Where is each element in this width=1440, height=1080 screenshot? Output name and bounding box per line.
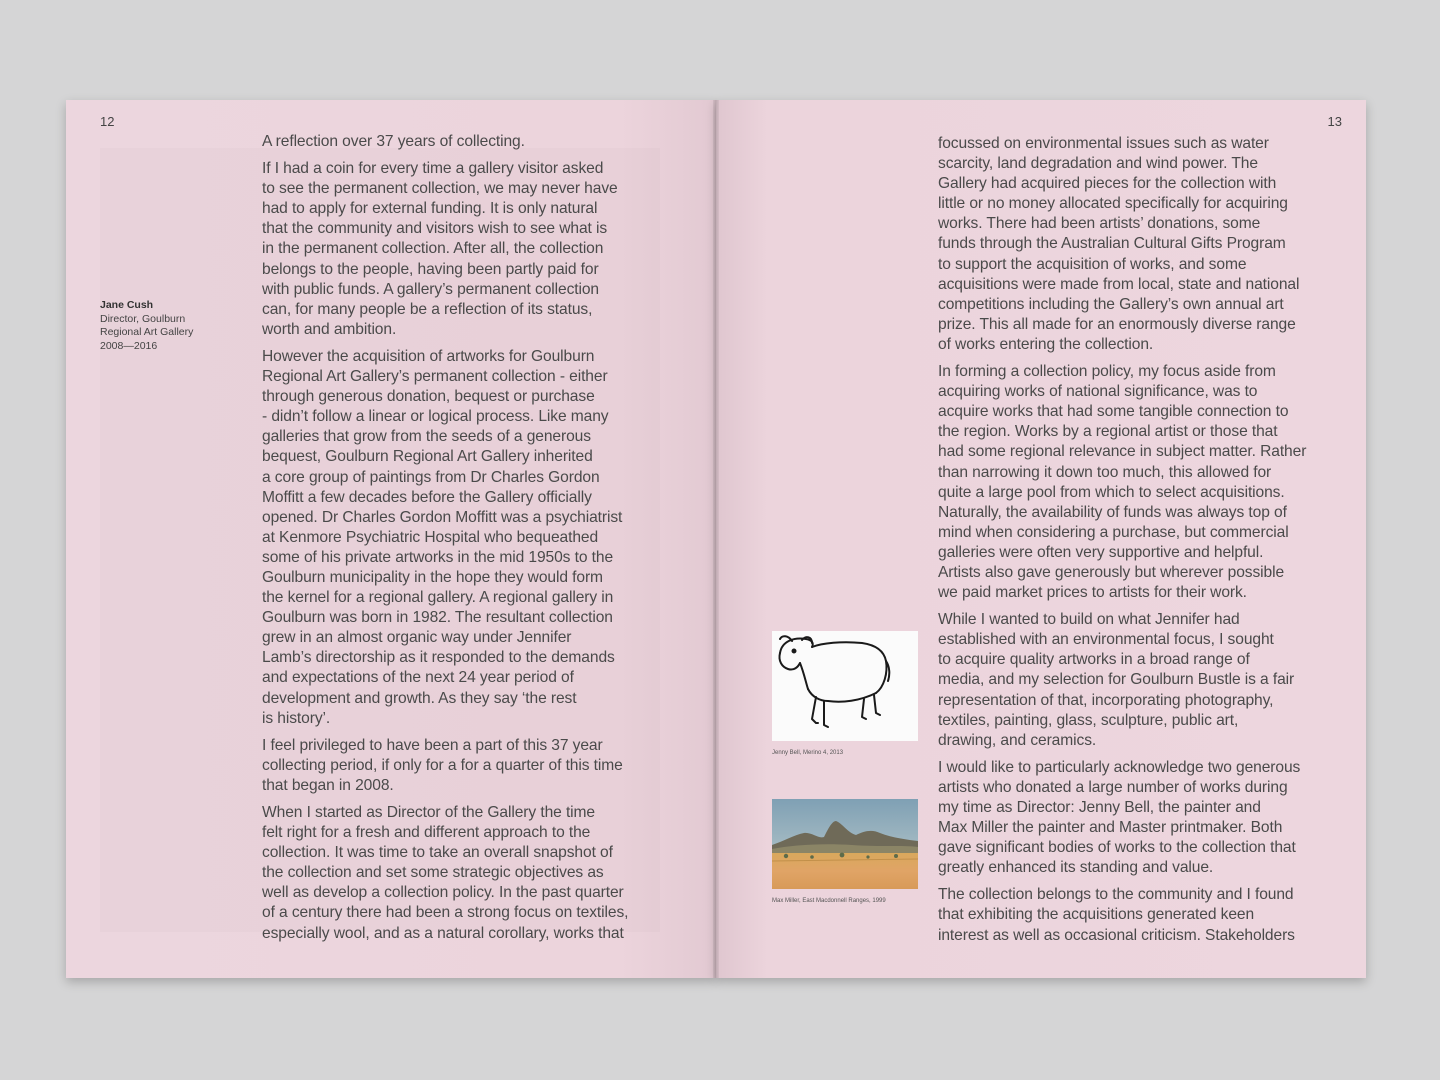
text-line: Lamb’s directorship as it responded to the demands xyxy=(262,649,615,667)
text-line: acquisitions were made from local, state and national xyxy=(938,275,1300,293)
page-number-left: 12 xyxy=(100,114,115,129)
text-line: representation of that, incorporating photography, xyxy=(938,691,1274,709)
text-line: galleries were often very supportive and helpful. xyxy=(938,543,1264,561)
text-line: In forming a collection policy, my focus aside from xyxy=(938,363,1276,381)
author-role-line: Director, Goulburn xyxy=(100,312,186,325)
author-name: Jane Cush xyxy=(100,299,154,311)
text-line: media, and my selection for Goulburn Bustle is a fair xyxy=(938,671,1295,689)
text-line: competitions including the Gallery’s own annual art xyxy=(938,295,1284,313)
text-line: While I wanted to build on what Jennifer had xyxy=(938,611,1240,629)
text-line: the kernel for a regional gallery. A regional gallery in xyxy=(262,589,614,607)
text-line: the region. Works by a regional artist or those that xyxy=(938,423,1278,441)
text-line: established with an environmental focus, I sought xyxy=(938,631,1274,649)
text-line: well as develop a collection policy. In the past quarter xyxy=(262,884,624,902)
text-line: I would like to particularly acknowledge two generous xyxy=(938,758,1301,776)
spine-gutter xyxy=(713,100,719,978)
text-line: drawing, and ceramics. xyxy=(938,731,1097,749)
text-line: opened. Dr Charles Gordon Moffitt was a psychiatrist xyxy=(262,508,623,526)
open-booklet xyxy=(66,100,1366,980)
right-page xyxy=(716,100,1366,978)
paragraph xyxy=(938,362,1358,603)
text-line: that began in 2008. xyxy=(262,776,394,794)
paragraph xyxy=(938,610,1358,751)
text-line: of works entering the collection. xyxy=(938,335,1154,353)
text-line: collecting period, if only for a for a quarter of this time xyxy=(262,756,623,774)
text-line: especially wool, and as a natural corollary, works that xyxy=(262,924,624,942)
text-line: to acquire quality artworks in a broad range of xyxy=(938,651,1250,669)
text-line: than narrowing it down too much, this allowed for xyxy=(938,463,1272,481)
text-line: prize. This all made for an enormously diverse range xyxy=(938,315,1296,333)
landscape-painting-icon xyxy=(772,799,918,889)
text-line: we paid market prices to artists for their work. xyxy=(938,584,1247,602)
text-line: some of his private artworks in the mid 1950s to the xyxy=(262,548,614,566)
paragraph xyxy=(938,134,1358,355)
text-line: felt right for a fresh and different approach to the xyxy=(262,824,591,842)
text-line: had some regional relevance in subject matter. Rather xyxy=(938,443,1307,461)
text-line: When I started as Director of the Gallery the time xyxy=(262,804,595,821)
author-credit xyxy=(100,299,230,353)
text-line: belongs to the people, having been partly paid for xyxy=(262,260,599,278)
text-line: acquiring works of national significance, was to xyxy=(938,383,1258,401)
text-line: Max Miller the painter and Master printmaker. Both xyxy=(938,819,1283,837)
text-line: the collection and set some strategic objectives as xyxy=(262,864,604,882)
text-line: galleries that grow from the seeds of a generous xyxy=(262,428,591,446)
paragraph xyxy=(938,885,1358,945)
text-line: Moffitt a few decades before the Gallery officially xyxy=(262,488,592,506)
text-line: Artists also gave generously but wherever possible xyxy=(938,563,1285,581)
text-line: that the community and visitors wish to see what is xyxy=(262,220,608,238)
text-line: artists who donated a large number of works during xyxy=(938,778,1288,796)
text-line: had to apply for external funding. It is only natural xyxy=(262,200,598,218)
page-number-right: 13 xyxy=(1327,114,1342,129)
paragraph xyxy=(262,803,682,944)
text-line: Goulburn was born in 1982. The resultant collection xyxy=(262,609,613,627)
text-line: that exhibiting the acquisitions generated keen xyxy=(938,906,1255,924)
text-line: If I had a coin for every time a gallery visitor asked xyxy=(262,160,604,178)
text-line: gave significant bodies of works to the collection that xyxy=(938,839,1296,857)
text-line: mind when considering a purchase, but commercial xyxy=(938,523,1289,541)
author-role-line: 2008—2016 xyxy=(100,339,158,352)
text-line: bequest, Goulburn Regional Art Gallery inherited xyxy=(262,448,593,466)
text-line: and expectations of the next 24 year period of xyxy=(262,669,574,687)
text-line: scarcity, land degradation and wind power. The xyxy=(938,155,1258,173)
left-body-text xyxy=(262,132,682,951)
text-line: with public funds. A gallery’s permanent collection xyxy=(262,280,600,298)
right-body-text xyxy=(938,134,1358,953)
text-line: little or no money allocated specifically for acquiring xyxy=(938,195,1288,213)
text-line: through generous donation, bequest or purchase xyxy=(262,388,595,406)
text-line: can, for many people be a reflection of its status, xyxy=(262,300,593,318)
text-line: worth and ambition. xyxy=(262,320,397,338)
text-line: Gallery had acquired pieces for the collection with xyxy=(938,175,1277,193)
text-line: Goulburn municipality in the hope they would form xyxy=(262,568,603,586)
text-line: development and growth. As they say ‘the rest xyxy=(262,689,577,707)
text-line: in the permanent collection. After all, the collection xyxy=(262,240,604,258)
text-line: my time as Director: Jenny Bell, the painter and xyxy=(938,799,1261,816)
paragraph xyxy=(262,132,682,152)
text-line: to see the permanent collection, we may never have xyxy=(262,180,618,198)
text-line: quite a large pool from which to select acquisitions. xyxy=(938,483,1285,501)
figure-sheep xyxy=(772,631,918,757)
figure-caption: Jenny Bell, Merino 4, 2013 xyxy=(772,750,844,756)
author-role-line: Regional Art Gallery xyxy=(100,326,194,338)
text-line: interest as well as occasional criticism. Stakeholders xyxy=(938,926,1295,944)
text-line: textiles, painting, glass, sculpture, public art, xyxy=(938,711,1239,729)
paragraph xyxy=(262,347,682,729)
text-line: of a century there had been a strong focus on textiles, xyxy=(262,904,629,922)
text-line: at Kenmore Psychiatric Hospital who bequeathed xyxy=(262,528,599,546)
text-line: funds through the Australian Cultural Gifts Program xyxy=(938,235,1286,253)
figure-caption: Max Miller, East Macdonnell Ranges, 1999 xyxy=(772,898,886,904)
text-line: grew in an almost organic way under Jennifer xyxy=(262,629,572,647)
text-line: Naturally, the availability of funds was always top of xyxy=(938,503,1287,521)
landscape-painting-image xyxy=(772,799,918,889)
text-line: I feel privileged to have been a part of this 37 year xyxy=(262,736,603,754)
text-line: focussed on environmental issues such as water xyxy=(938,135,1269,152)
text-line: is history’. xyxy=(262,709,331,727)
text-line: - didn’t follow a linear or logical process. Like many xyxy=(262,408,609,426)
text-line: Regional Art Gallery’s permanent collection - either xyxy=(262,368,608,386)
text-line: A reflection over 37 years of collecting. xyxy=(262,133,525,150)
paragraph xyxy=(938,758,1358,879)
text-line: The collection belongs to the community and I found xyxy=(938,886,1294,904)
text-line: works. There had been artists’ donations, some xyxy=(938,215,1261,233)
text-line: greatly enhanced its standing and value. xyxy=(938,859,1214,877)
sheep-drawing-icon xyxy=(772,631,918,741)
text-line: collection. It was time to take an overall snapshot of xyxy=(262,844,613,862)
paragraph xyxy=(262,736,682,796)
left-page xyxy=(66,100,716,978)
text-line: to support the acquisition of works, and some xyxy=(938,255,1247,273)
paragraph xyxy=(262,159,682,340)
text-line: However the acquisition of artworks for Goulburn xyxy=(262,347,595,365)
text-line: acquire works that had some tangible connection to xyxy=(938,403,1289,421)
text-line: a core group of paintings from Dr Charles Gordon xyxy=(262,468,600,486)
sheep-drawing-image xyxy=(772,631,918,741)
figure-landscape xyxy=(772,799,918,905)
